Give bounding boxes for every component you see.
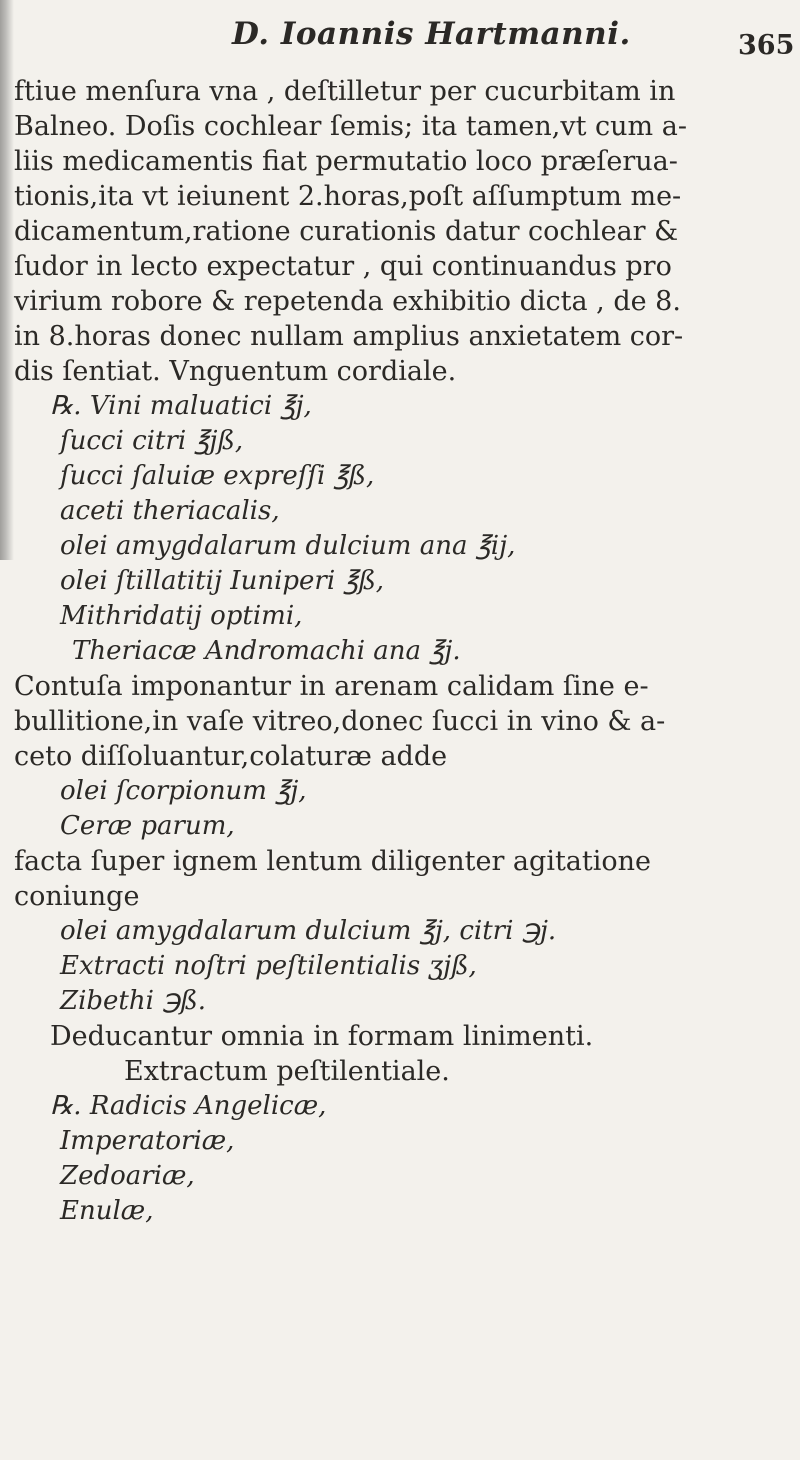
recipe-ingredient: aceti theriacalis, <box>60 496 280 526</box>
recipe-ingredient: Zedoariæ, <box>60 1161 195 1191</box>
recipe-ingredient: Enulæ, <box>60 1196 154 1226</box>
recipe-ingredient: olei ſcorpionum ℥j, <box>60 776 307 806</box>
recipe-ingredient: Zibethi ℈ß. <box>60 986 206 1016</box>
text-line: Deducantur omnia in formam linimenti. <box>50 1021 594 1052</box>
recipe-ingredient: olei amygdalarum dulcium ana ℥ij, <box>60 531 516 561</box>
text-line: Balneo. Doſis cochlear ſemis; ita tamen,vt cum a- <box>14 111 687 142</box>
running-header <box>0 6 800 76</box>
section-heading: Extractum peſtilentiale. <box>124 1056 450 1087</box>
recipe-line: ℞. Radicis Angelicæ, <box>50 1091 327 1121</box>
recipe-ingredient: ſucci ſaluiæ expreſſi ℥ß, <box>60 461 375 491</box>
recipe-ingredient: Mithridatij optimi, <box>60 601 303 631</box>
page-number: 365 <box>738 30 795 61</box>
recipe-ingredient: olei amygdalarum dulcium ℥j, citri ℈j. <box>60 916 557 946</box>
recipe-ingredient: olei ſtillatitij Iuniperi ℥ß, <box>60 566 385 596</box>
text-line: liis medicamentis fiat permutatio loco præſerua- <box>14 146 678 177</box>
text-line: tionis,ita vt ieiunent 2.horas,poſt aſſumptum me- <box>14 181 682 212</box>
recipe-ingredient: Ceræ parum, <box>60 811 235 841</box>
recipe-ingredient: ſucci citri ℥jß, <box>60 426 244 456</box>
recipe-ingredient: Theriacæ Andromachi ana ℥j. <box>72 636 461 666</box>
text-line: Contuſa imponantur in arenam calidam ſine e- <box>14 671 649 702</box>
text-line: virium robore & repetenda exhibitio dicta , de 8. <box>14 286 681 317</box>
text-line: dis ſentiat. Vnguentum cordiale. <box>14 356 457 387</box>
text-line: ſudor in lecto expectatur , qui continuandus pro <box>14 251 672 282</box>
running-title: D. Ioannis Hartmanni. <box>232 16 631 52</box>
text-line: ftiue menſura vna , deſtilletur per cucurbitam in <box>14 76 676 107</box>
text-line: facta ſuper ignem lentum diligenter agitatione <box>14 846 652 877</box>
recipe-ingredient: Extracti noſtri peſtilentialis ʒjß, <box>60 951 477 981</box>
text-line: coniunge <box>14 881 140 912</box>
text-line: ceto diſſoluantur,colaturæ adde <box>14 741 448 772</box>
recipe-ingredient: Imperatoriæ, <box>60 1126 235 1156</box>
text-line: dicamentum,ratione curationis datur cochlear & <box>14 216 679 247</box>
page-binding-shadow <box>0 0 14 560</box>
body-text <box>14 74 784 1229</box>
text-line: bullitione,in vaſe vitreo,donec ſucci in vino & a- <box>14 706 666 737</box>
recipe-line: ℞. Vini maluatici ℥j, <box>50 391 312 421</box>
text-line: in 8.horas donec nullam amplius anxietatem cor- <box>14 321 684 352</box>
